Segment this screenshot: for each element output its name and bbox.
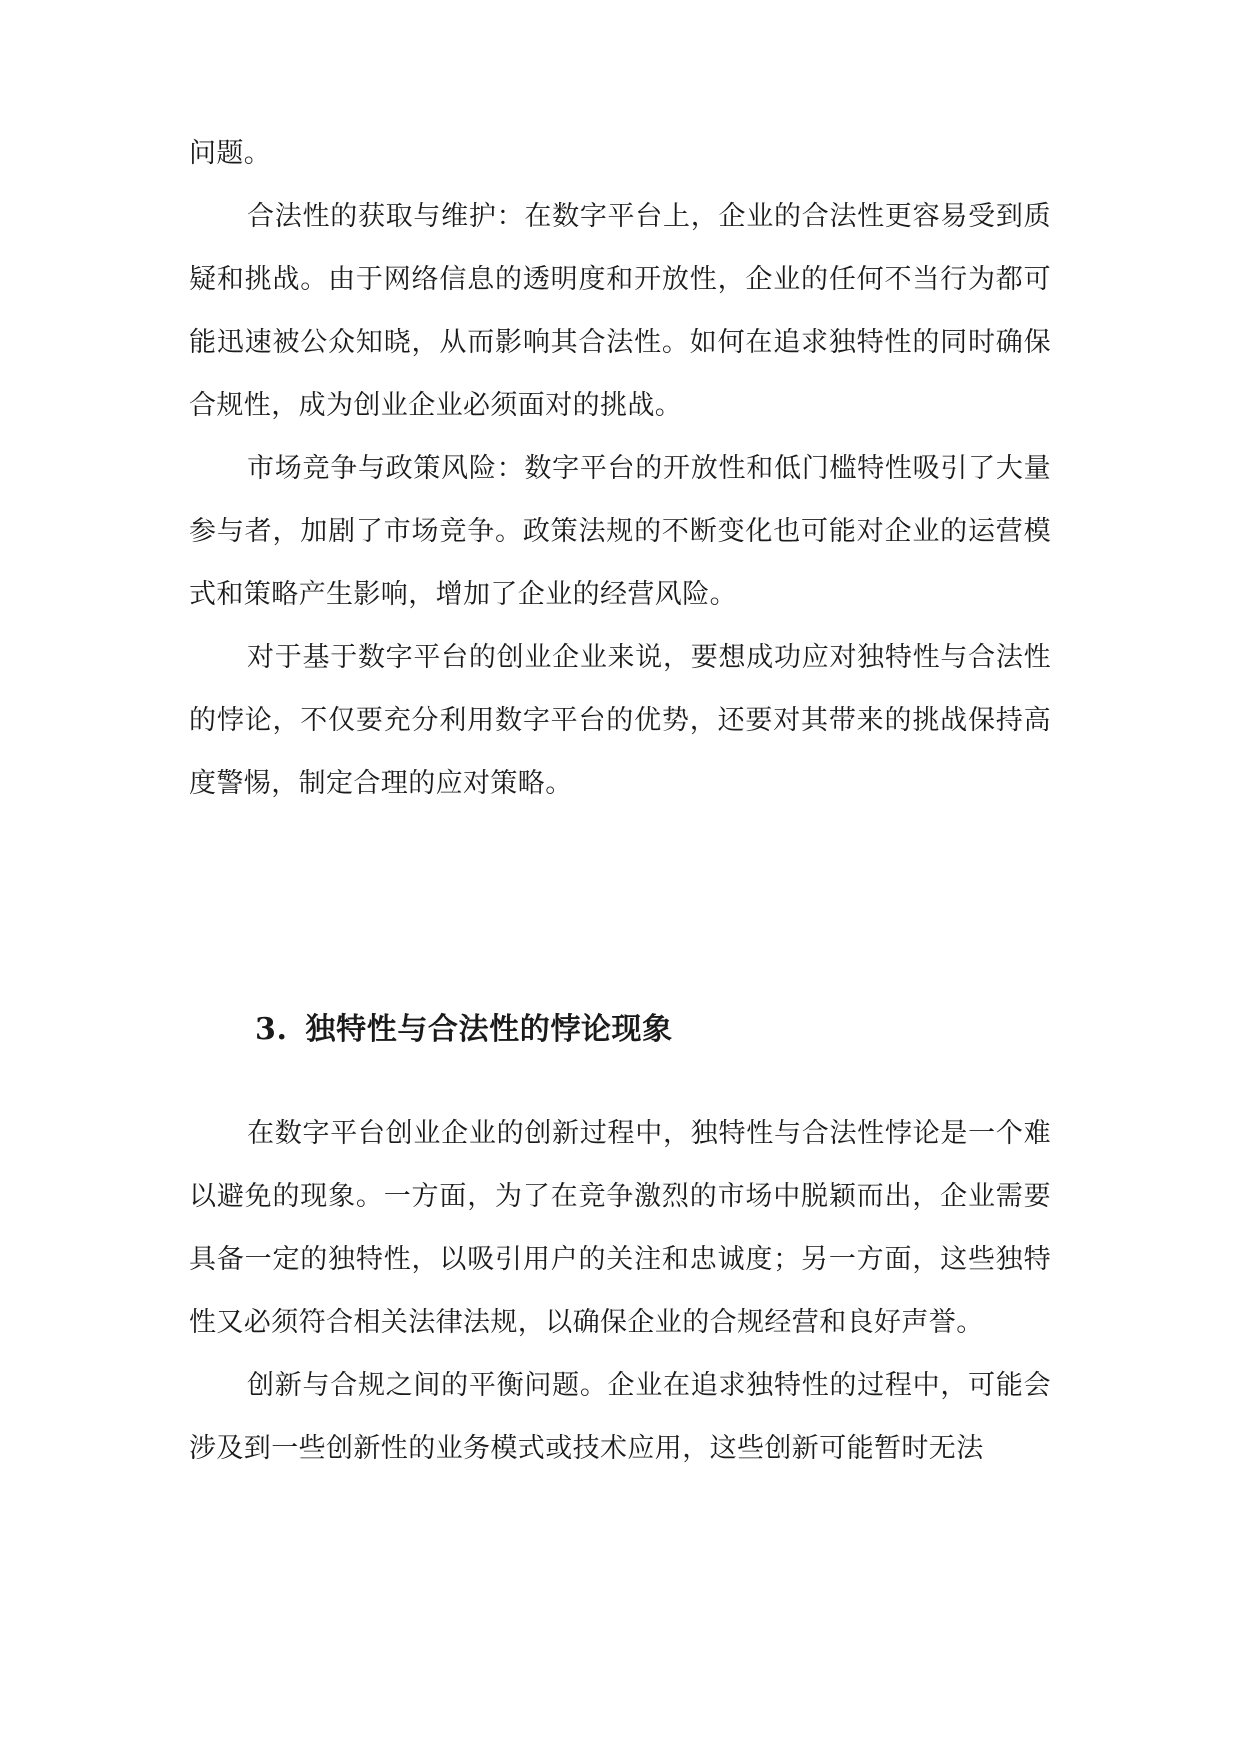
paragraph-paradox-phenomenon: 在数字平台创业企业的创新过程中，独特性与合法性悖论是一个难以避免的现象。一方面，为了在竞争激烈的市场中脱颖而出，企业需要具备一定的独特性，以吸引用户的关注和忠诚度；另一方面，这些独特性又必须符合相关法律法规，以确保企业的合规经营和良好声誉。 [189,1118,1051,1338]
body-text-lower [189,1102,1051,1480]
body-text-upper [189,122,1051,815]
section-number: 3. [255,1012,288,1047]
paragraph-continuation: 问题。 [189,138,272,169]
section-heading [255,1010,673,1050]
paragraph-summary: 对于基于数字平台的创业企业来说，要想成功应对独特性与合法性的悖论，不仅要充分利用数字平台的优势，还要对其带来的挑战保持高度警惕，制定合理的应对策略。 [189,642,1051,799]
paragraph-legitimacy: 合法性的获取与维护：在数字平台上，企业的合法性更容易受到质疑和挑战。由于网络信息的透明度和开放性，企业的任何不当行为都可能迅速被公众知晓，从而影响其合法性。如何在追求独特性的同时确保合规性，成为创业企业必须面对的挑战。 [189,201,1051,421]
section-title: 独特性与合法性的悖论现象 [305,1012,673,1047]
paragraph-market-competition: 市场竞争与政策风险：数字平台的开放性和低门槛特性吸引了大量参与者，加剧了市场竞争。政策法规的不断变化也可能对企业的运营模式和策略产生影响，增加了企业的经营风险。 [189,453,1051,610]
paragraph-innovation-compliance: 创新与合规之间的平衡问题。企业在追求独特性的过程中，可能会涉及到一些创新性的业务模式或技术应用，这些创新可能暂时无法 [189,1370,1051,1464]
